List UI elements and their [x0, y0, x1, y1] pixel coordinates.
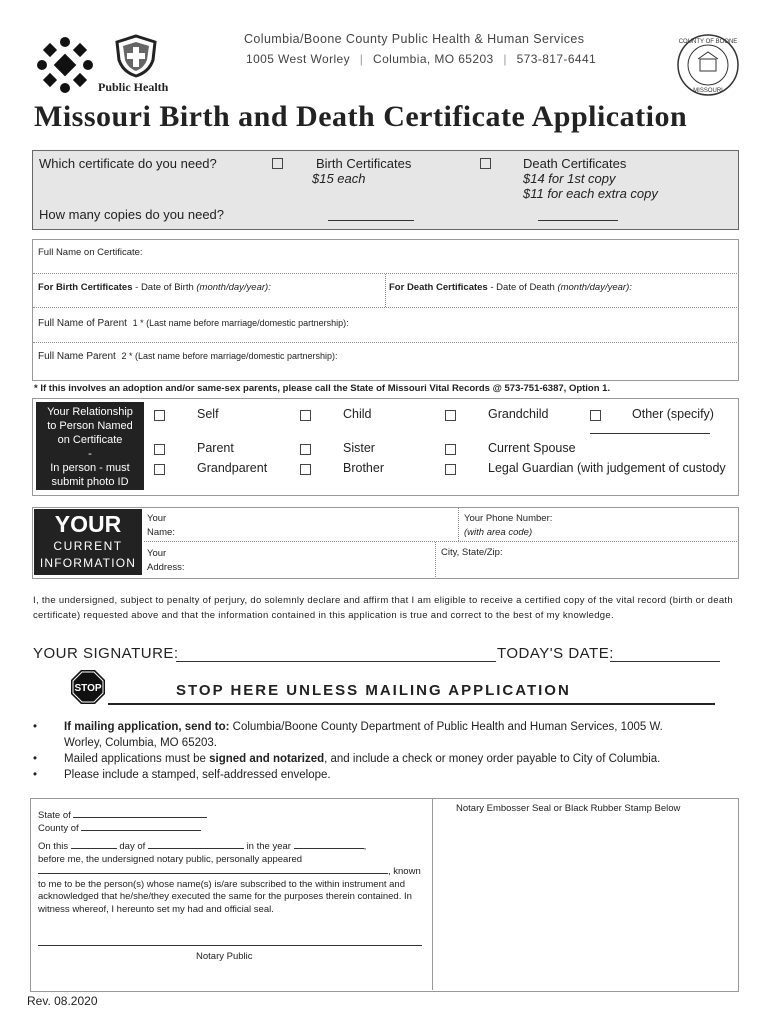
birth-label: Birth Certificates	[316, 156, 412, 171]
guardian-checkbox[interactable]	[445, 464, 456, 475]
phone-label: Your Phone Number: (with area code)	[464, 513, 553, 538]
parent1-label: Full Name of Parent 1 * (Last name before marriage/domestic partnership):	[38, 318, 349, 329]
parent-checkbox[interactable]	[154, 444, 165, 455]
spouse-label: Current Spouse	[488, 441, 576, 455]
declaration-text: I, the undersigned, subject to penalty of perjury, do solemnly declare and affirm that I am eligible to receive a certified copy of the vital record (birth or death certificate) requested above and that the information contained in this application is true and correct to the best of my knowledge.	[33, 595, 733, 621]
child-label: Child	[343, 407, 372, 421]
mailing-instructions: • If mailing application, send to: Columbia/Boone County Department of Public Health and Human Services, 1005 W. Worley, Columbia, MO 65203. • Mailed applications must be signed and notarized, and include a check or money order payable to City of Columbia. • Please include a stamped, self-addressed envelope.	[33, 721, 663, 781]
other-label: Other (specify)	[632, 407, 714, 421]
revision: Rev. 08.2020	[27, 994, 98, 1008]
child-checkbox[interactable]	[300, 410, 311, 421]
stop-sign-text: STOP	[74, 683, 102, 694]
death-price-extra: $11 for each extra copy	[523, 186, 658, 201]
agency-name: Columbia/Boone County Public Health & Human Services	[244, 32, 585, 46]
birth-date-label: For Birth Certificates - Date of Birth (month/day/year):	[38, 282, 271, 293]
sister-checkbox[interactable]	[300, 444, 311, 455]
certificate-question: Which certificate do you need?	[39, 156, 217, 171]
other-specify-field[interactable]	[590, 433, 710, 434]
death-label: Death Certificates	[523, 156, 627, 171]
guardian-label: Legal Guardian (with judgement of custody	[488, 461, 726, 475]
phone: 573-817-6441	[516, 52, 597, 66]
adoption-note: * If this involves an adoption and/or same-sex parents, please call the State of Missouri Vital Records @ 573-751-6387, Option 1.	[34, 383, 611, 394]
sister-label: Sister	[343, 441, 375, 455]
other-checkbox[interactable]	[590, 410, 601, 421]
spouse-checkbox[interactable]	[445, 444, 456, 455]
your-name-label: Your Name:	[147, 513, 175, 538]
death-price-first: $14 for 1st copy	[523, 171, 616, 186]
city-state-zip-label: City, State/Zip:	[441, 547, 503, 558]
signature-label: YOUR SIGNATURE:	[33, 645, 179, 662]
seal-bottom-text: MISSOURI	[693, 88, 723, 94]
stop-sign-icon	[70, 669, 106, 705]
birth-checkbox[interactable]	[272, 158, 283, 169]
street: 1005 West Worley	[246, 52, 350, 66]
brother-label: Brother	[343, 461, 384, 475]
grandchild-checkbox[interactable]	[445, 410, 456, 421]
date-field[interactable]	[610, 661, 720, 662]
parent2-label: Full Name Parent 2 * (Last name before marriage/domestic partnership):	[38, 351, 338, 362]
relationship-label: Your Relationship to Person Named on Certificate - In person - must submit photo ID	[36, 402, 144, 490]
grandparent-label: Grandparent	[197, 461, 268, 475]
parent-label: Parent	[197, 441, 234, 455]
brother-checkbox[interactable]	[300, 464, 311, 475]
current-info-label: YOUR CURRENT INFORMATION	[34, 509, 142, 575]
death-copies-field[interactable]	[538, 220, 618, 221]
death-checkbox[interactable]	[480, 158, 491, 169]
birth-price: $15 each	[312, 171, 366, 186]
birth-copies-field[interactable]	[328, 220, 414, 221]
community-logo-icon	[36, 36, 94, 94]
page-title: Missouri Birth and Death Certificate Application	[34, 100, 688, 133]
your-address-label: Your Address:	[147, 548, 185, 573]
signature-field[interactable]	[176, 661, 496, 662]
seal-top-text: COUNTY OF BOONE	[678, 39, 738, 45]
public-health-shield-icon	[113, 34, 159, 78]
grandparent-checkbox[interactable]	[154, 464, 165, 475]
self-label: Self	[197, 407, 219, 421]
stop-heading: STOP HERE UNLESS MAILING APPLICATION	[176, 682, 571, 699]
date-label: TODAY'S DATE:	[497, 645, 614, 662]
death-date-label: For Death Certificates - Date of Death (month/day/year):	[389, 282, 632, 293]
copies-question: How many copies do you need?	[39, 207, 225, 222]
notary-text: State of County of On this day of in the year , before me, the undersigned notary public, personally appeared , known to me to be the person(s) whose name(s) is/are subscribed to the within instrument and acknowledged that he/she/they executed the same for the purposes therein contained. In witness whereof, I hereunto set my had and official seal. Notary Public	[38, 810, 421, 962]
notary-stamp-label: Notary Embosser Seal or Black Rubber Stamp Below	[456, 803, 681, 814]
full-name-label: Full Name on Certificate:	[38, 247, 143, 258]
self-checkbox[interactable]	[154, 410, 165, 421]
county-seal-icon	[676, 33, 740, 97]
agency-address: 1005 West Worley | Columbia, MO 65203 | 573-817-6441	[246, 52, 597, 66]
city: Columbia, MO 65203	[373, 52, 494, 66]
logo-text: Public Health	[98, 80, 169, 94]
grandchild-label: Grandchild	[488, 407, 549, 421]
